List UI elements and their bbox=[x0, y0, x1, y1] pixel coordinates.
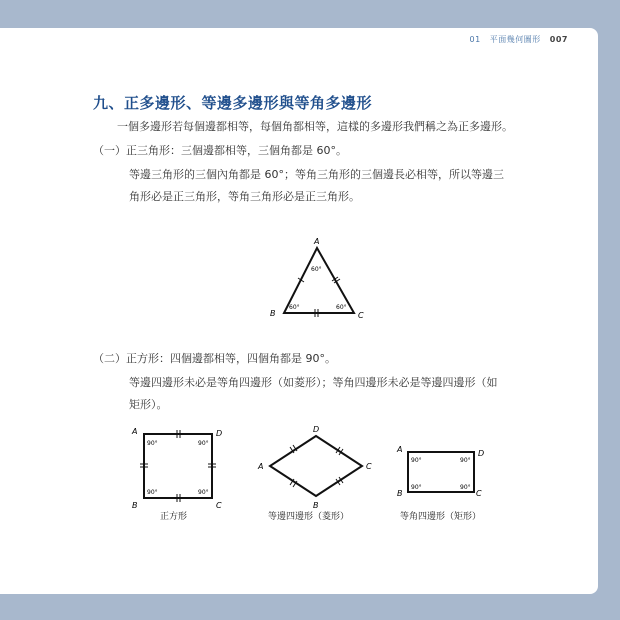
part1-line2: 角形必是正三角形，等角三角形必是正三角形。 bbox=[129, 190, 360, 203]
angle-label: 90° bbox=[198, 440, 209, 447]
angle-label: 90° bbox=[147, 489, 158, 496]
vertex-c-label: C bbox=[476, 489, 482, 498]
rectangle-figure bbox=[394, 440, 494, 504]
part1-heading: （一）正三角形：三個邊都相等，三個角都是 60°。 bbox=[93, 144, 347, 157]
vertex-c-label: C bbox=[366, 462, 372, 471]
rhombus-caption: 等邊四邊形（菱形） bbox=[268, 512, 350, 522]
chapter-title: 平面幾何圖形 bbox=[489, 35, 541, 44]
section-title: 九、正多邊形、等邊多邊形與等角多邊形 bbox=[93, 94, 373, 112]
square-caption: 正方形 bbox=[160, 512, 188, 522]
angle-b-label: 60° bbox=[289, 304, 300, 311]
vertex-b-label: B bbox=[270, 309, 276, 318]
angle-label: 90° bbox=[460, 457, 471, 464]
vertex-a-label: A bbox=[397, 445, 403, 454]
part1-line1: 等邊三角形的三個內角都是 60°；等角三角形的三個邊長必相等，所以等邊三 bbox=[129, 168, 504, 181]
vertex-d-label: D bbox=[313, 425, 320, 434]
angle-a-label: 60° bbox=[311, 266, 322, 273]
chapter-number: 01 bbox=[469, 35, 481, 44]
rhombus-figure bbox=[256, 422, 380, 522]
angle-label: 90° bbox=[198, 489, 209, 496]
vertex-c-label: C bbox=[358, 311, 364, 320]
vertex-a-label: A bbox=[132, 427, 138, 436]
vertex-b-label: B bbox=[132, 501, 138, 510]
vertex-d-label: D bbox=[478, 449, 485, 458]
vertex-d-label: D bbox=[216, 429, 223, 438]
part2-heading: （二）正方形：四個邊都相等，四個角都是 90°。 bbox=[93, 352, 336, 365]
book-page bbox=[0, 28, 598, 594]
page-number: 007 bbox=[549, 35, 568, 44]
angle-label: 90° bbox=[147, 440, 158, 447]
angle-label: 90° bbox=[460, 484, 471, 491]
angle-label: 90° bbox=[411, 457, 422, 464]
part2-line2: 矩形）。 bbox=[129, 398, 168, 411]
rectangle-caption: 等角四邊形（矩形） bbox=[400, 512, 482, 522]
running-header bbox=[470, 34, 568, 45]
part2-line1: 等邊四邊形未必是等角四邊形（如菱形）；等角四邊形未必是等邊四邊形（如 bbox=[129, 376, 498, 389]
vertex-c-label: C bbox=[216, 501, 222, 510]
intro-paragraph: 一個多邊形若每個邊都相等，每個角都相等，這樣的多邊形我們稱之為正多邊形。 bbox=[117, 120, 513, 133]
angle-label: 90° bbox=[411, 484, 422, 491]
rhombus-shape bbox=[270, 436, 362, 496]
vertex-b-label: B bbox=[397, 489, 403, 498]
vertex-b-label: B bbox=[313, 501, 319, 510]
vertex-a-label: A bbox=[258, 462, 264, 471]
equilateral-triangle-figure bbox=[262, 230, 372, 326]
angle-c-label: 60° bbox=[336, 304, 347, 311]
vertex-a-label: A bbox=[314, 237, 320, 246]
